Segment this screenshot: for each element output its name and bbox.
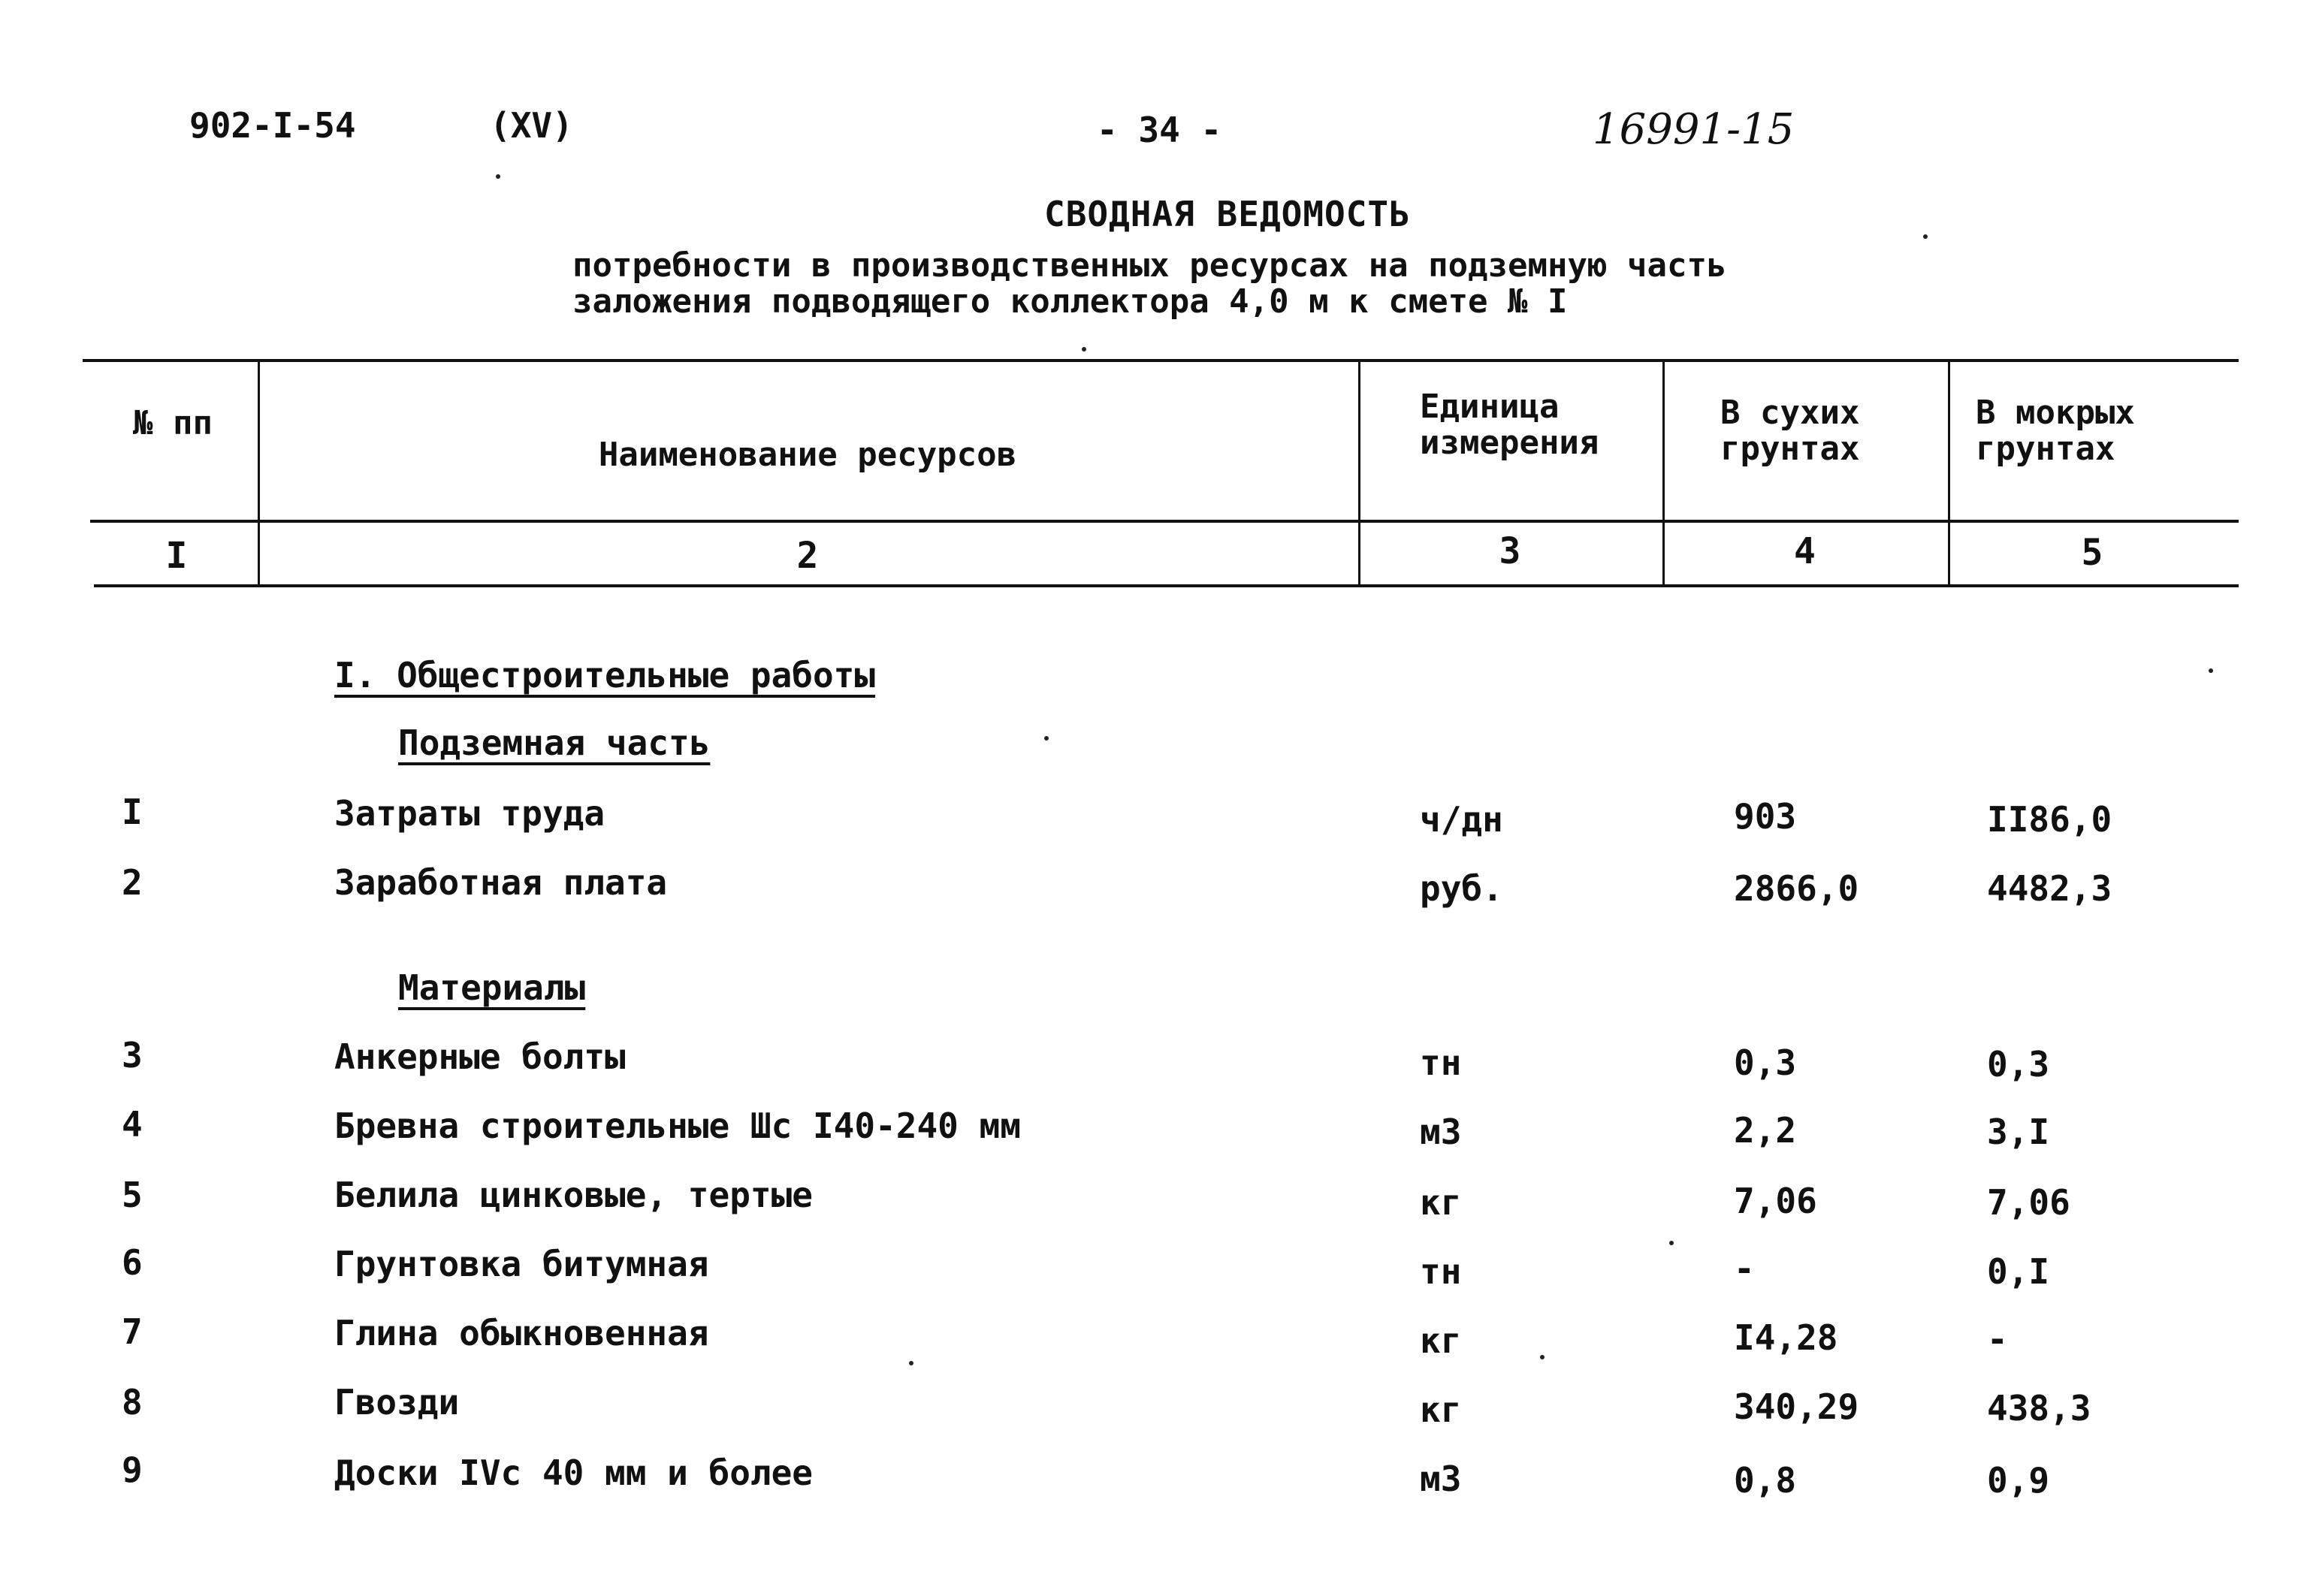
row-name: Затраты труда [334,793,605,834]
colnum-4: 4 [1794,530,1816,572]
table-header-rule [90,520,2239,523]
row-name: Белила цинковые, тертые [334,1175,813,1215]
row-name: Доски IVс 40 мм и более [334,1453,813,1493]
row-dry-value: I4,28 [1734,1317,1838,1358]
row-unit: руб. [1420,868,1503,909]
scan-speck [909,1361,913,1365]
row-unit: ч/дн [1420,799,1503,840]
row-wet-value: 438,3 [1987,1388,2091,1429]
row-name: Глина обыкновенная [334,1313,709,1353]
inventory-number: 16991-15 [1593,105,1795,154]
row-wet-value: 0,9 [1987,1460,2050,1501]
row-name: Бревна строительные Шс I40-240 мм [334,1106,1021,1146]
row-unit: м3 [1420,1459,1462,1499]
row-number: 4 [122,1104,143,1145]
row-dry-value: 0,3 [1734,1042,1797,1083]
row-wet-value: 0,I [1987,1251,2050,1292]
row-wet-value: II86,0 [1987,799,2112,840]
row-number: 9 [122,1450,143,1490]
row-unit: кг [1420,1389,1462,1430]
header-unit-line1: Единица [1420,388,1560,426]
document-code: 902-I-54 [189,105,356,146]
row-dry-value: 2,2 [1734,1110,1797,1151]
row-dry-value: 7,06 [1734,1181,1817,1221]
scan-speck [496,174,500,179]
section-heading-underground: Подземная часть [398,723,711,763]
row-name: Заработная плата [334,862,668,903]
row-wet-value: 4482,3 [1987,868,2112,909]
table-top-rule [83,359,2239,362]
row-unit: тн [1420,1251,1462,1292]
row-wet-value: 0,3 [1987,1044,2050,1085]
section-heading-general: I. Общестроительные работы [334,655,876,695]
page-number: - 34 - [1097,110,1222,150]
row-unit: тн [1420,1042,1462,1083]
scan-speck [1669,1241,1674,1245]
document-title: СВОДНАЯ ВЕДОМОСТЬ [1044,194,1411,234]
scan-speck [1044,736,1049,741]
scan-speck [1540,1355,1545,1359]
scan-speck [1923,234,1928,239]
volume-number: (XV) [490,105,573,146]
row-dry-value: - [1734,1248,1755,1289]
row-number: 8 [122,1382,143,1423]
header-dry-line2: грунтах [1720,430,1860,468]
row-wet-value: 7,06 [1987,1182,2070,1223]
row-number: 2 [122,862,143,903]
row-dry-value: 0,8 [1734,1460,1797,1501]
row-number: 3 [122,1035,143,1076]
colnum-5: 5 [2081,532,2103,574]
row-dry-value: 903 [1734,796,1797,837]
colnum-3: 3 [1499,530,1521,572]
scan-speck [1082,347,1086,351]
row-number: 5 [122,1175,143,1215]
colnum-1: I [165,535,188,577]
header-resource-name: Наименование ресурсов [598,436,1017,474]
header-wet-line2: грунтах [1976,430,2115,468]
row-unit: кг [1420,1182,1462,1223]
row-number: 7 [122,1311,143,1352]
row-unit: кг [1420,1320,1462,1361]
header-dry-line1: В сухих [1720,394,1860,432]
row-name: Гвозди [334,1382,460,1423]
row-name: Анкерные болты [334,1036,626,1077]
section-heading-materials: Материалы [398,967,586,1008]
colnum-2: 2 [796,535,819,577]
row-unit: м3 [1420,1112,1462,1152]
row-number: 6 [122,1242,143,1283]
header-wet-line1: В мокрых [1976,394,2135,432]
row-dry-value: 2866,0 [1734,868,1859,909]
row-wet-value: - [1987,1319,2008,1359]
row-number: I [122,792,143,832]
table-colnum-rule [94,584,2239,587]
title-line-2: заложения подводящего коллектора 4,0 м к смете № I [572,282,1568,321]
header-unit-line2: измерения [1420,424,1599,462]
row-dry-value: 340,29 [1734,1386,1859,1427]
scan-speck [2209,668,2213,673]
header-number: № пп [133,404,213,442]
row-name: Грунтовка битумная [334,1244,709,1284]
row-wet-value: 3,I [1987,1112,2050,1152]
title-line-1: потребности в производственных ресурсах на подземную часть [572,246,1727,285]
